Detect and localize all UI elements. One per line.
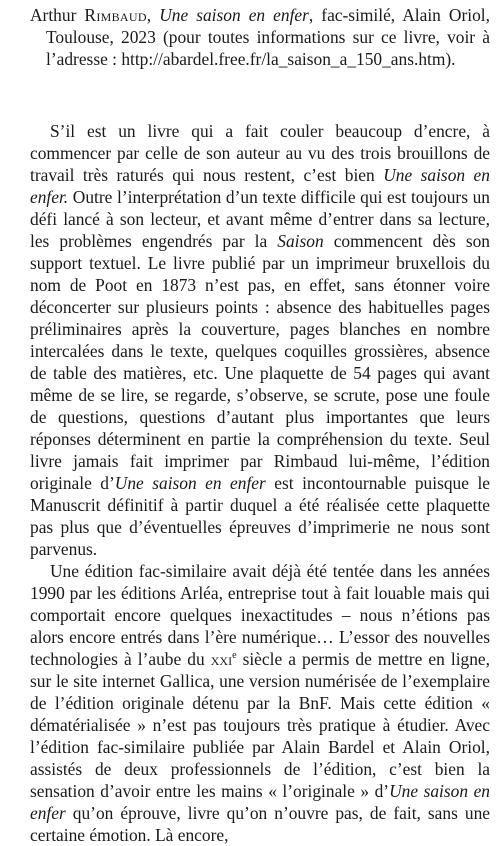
book-title: Une saison en enfer	[159, 5, 309, 25]
italic-title: Une saison en enfer	[114, 473, 266, 493]
century-superscript: e	[232, 650, 237, 662]
text-run: est incontournable puisque le Manuscrit définitif à partir duquel a été réalisée cette plaquette pas plus que d’éventuelles épreuves d’imprimerie ne nous sont parvenus.	[30, 473, 490, 559]
bibliographic-reference: Arthur Rimbaud, Une saison en enfer, fac-similé, Alain Oriol, Toulouse, 2023 (pour toutes informations sur ce livre, voir à l’adresse : http://abardel.free.fr/la_saison_a_150_ans.htm).	[30, 5, 490, 69]
century-numeral: xxi	[210, 649, 233, 669]
text-run: siècle a permis de mettre en ligne, sur le site internet Gallica, une version numérisée de l’exemplaire de l’édition originale détenu par la BnF. Mais cette édition « dématérialisée » n’est pas toujours très pratique à étudier. Avec l’édition fac-similaire publiée par Alain Bardel et Alain Oriol, assistés de deux professionnels de l’édition, c’est bien la sensation d’avoir entre les mains « l’originale » d’	[30, 649, 490, 801]
italic-title: Saison	[277, 231, 324, 251]
text-run: Outre l’interprétation d’un texte difficile qui est toujours un défi lancé à son lecteur, et avant même d’entrer dans sa lecture, les problèmes engendrés par la	[30, 187, 490, 251]
paragraph-1	[30, 120, 490, 560]
review-body	[30, 120, 490, 846]
text-run: Une édition fac-similaire avait déjà été tentée dans les années 1990 par les éditions Arléa, entreprise tout à fait louable mais qui comportait encore quelques inexactitudes – nous n’étions pas alors encore entrés dans l’ère numérique… L’essor des nouvelles technologies à l’aube du	[30, 561, 490, 669]
author-last-name: Rimbaud	[84, 5, 147, 25]
text-run: commencent dès son support textuel. Le livre publié par un imprimeur bruxellois du nom de Poot en 1873 n’est pas, en effet, sans étonner voire déconcerter sur plusieurs points : absence des habituelles pages préliminaires après la couverture, pages blanches en nombre intercalées dans le texte, quelques coquilles grossières, absence de table des matières, etc. Une plaquette de 54 pages qui avant même de se lire, se regarde, s’observe, se scrute, pose une foule de questions, questions d’autant plus importantes que leurs réponses déterminent en partie la compréhension du texte. Seul livre jamais fait imprimer par Rimbaud lui-même, l’édition originale d’	[30, 231, 490, 493]
italic-title: Une saison en enfer	[30, 781, 490, 823]
paragraph-2	[30, 560, 490, 846]
italic-title: Une saison en enfer.	[30, 165, 490, 207]
text-run: S’il est un livre qui a fait couler beaucoup d’encre, à commencer par celle de son auteur au vu des trois brouillons de travail très raturés qui nous restent, c’est bien	[30, 121, 490, 185]
author-first-name: Arthur	[30, 5, 77, 25]
text-run: qu’on éprouve, livre qu’on n’ouvre pas, de fait, sans une certaine émotion. Là encore,	[30, 803, 490, 845]
reference-details: , fac-similé, Alain Oriol, Toulouse, 2023 (pour toutes informations sur ce livre, voir à l’adresse : http://abardel.free.fr/la_saison_a_150_ans.htm).	[46, 5, 490, 69]
